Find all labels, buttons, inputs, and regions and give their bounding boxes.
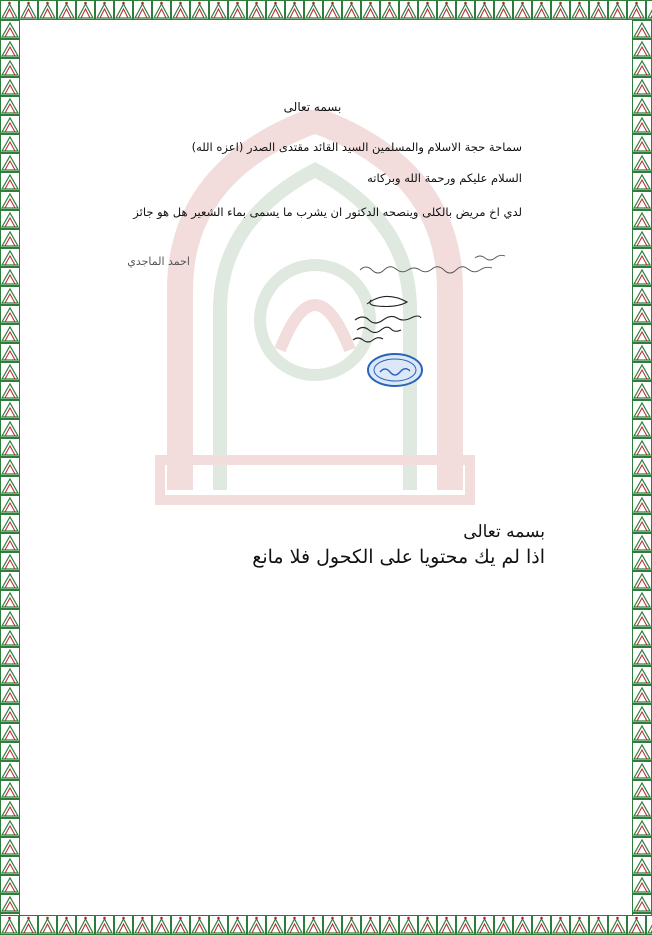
question-text: لدي اخ مريض بالكلى وينصحه الدكتور ان يشرب ما يسمى بماء الشعير هل هو جائز (133, 205, 522, 219)
signer-name: احمد الماجدي (127, 255, 190, 268)
signature-icon (345, 292, 430, 347)
watermark-logo-icon (150, 110, 480, 510)
bottom-ornament-border (0, 915, 652, 935)
handwritten-note-icon (355, 250, 525, 278)
seal-icon (366, 352, 424, 388)
right-ornament-border (632, 20, 652, 915)
answer-title: بسمه تعالى (463, 522, 545, 542)
addressee-line: سماحة حجة الاسلام والمسلمين السيد القائد مقتدى الصدر (اعزه الله) (191, 140, 522, 154)
greeting-line: السلام عليكم ورحمة الله وبركاته (367, 171, 522, 185)
answer-text: اذا لم يك محتويا على الكحول فلا مانع (252, 546, 545, 568)
top-ornament-border (0, 0, 652, 20)
left-ornament-border (0, 20, 20, 915)
document-basmala: بسمه تعالى (283, 100, 342, 114)
